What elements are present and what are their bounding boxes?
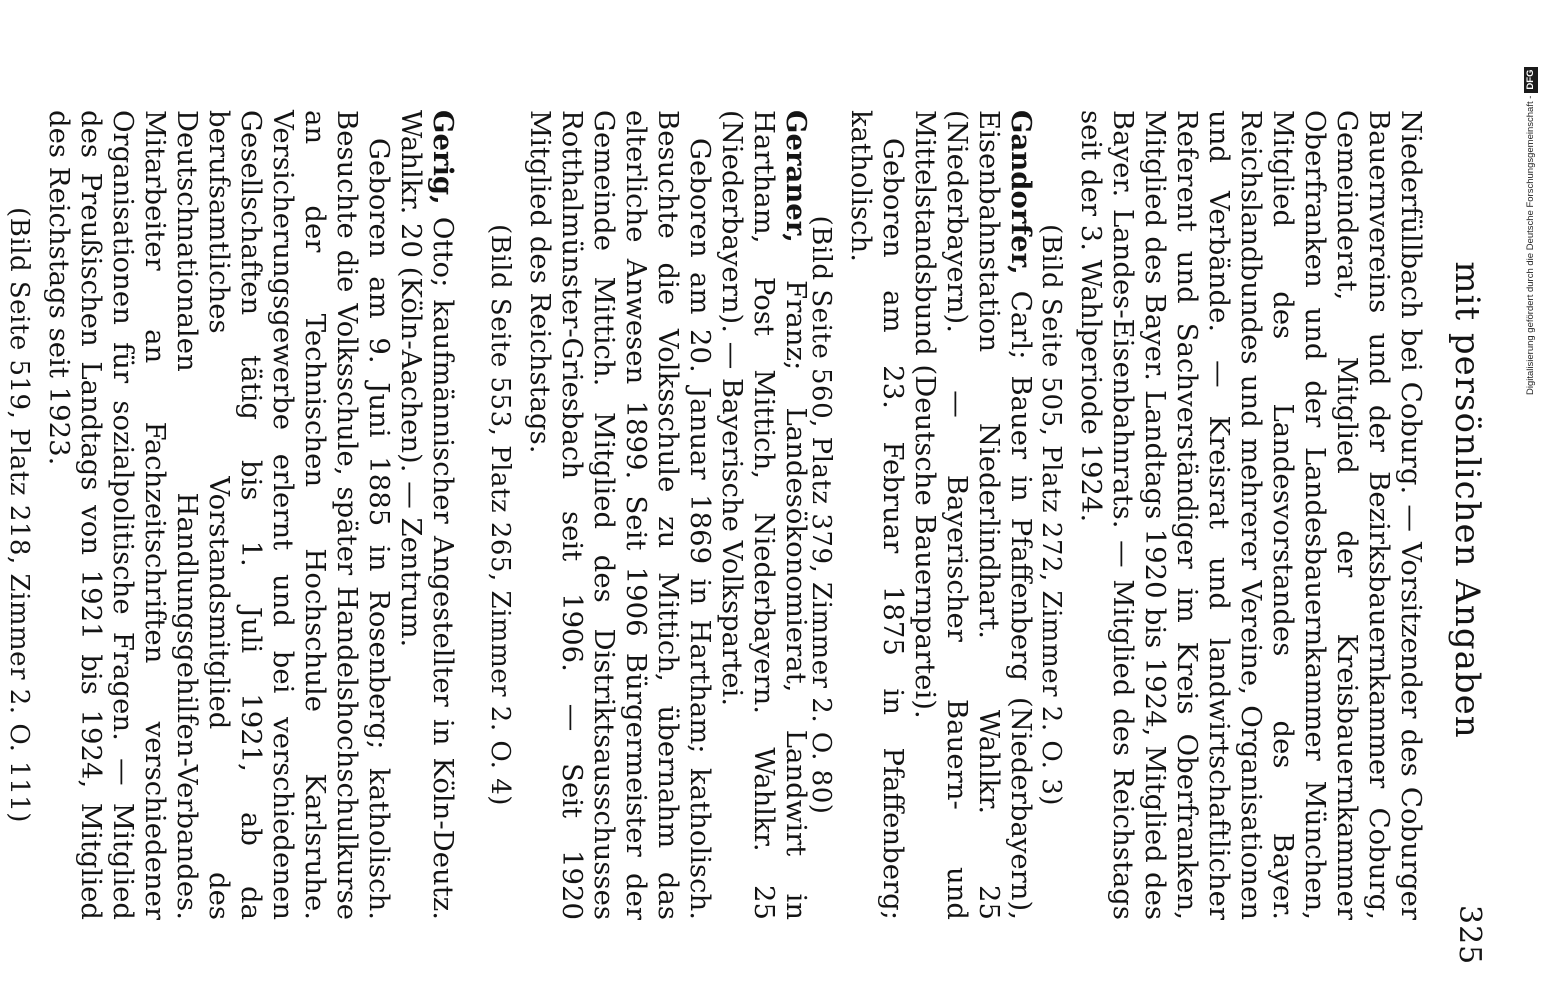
entry-geraner [484, 110, 812, 920]
entry-name: Gandorfer, [1005, 110, 1037, 275]
entry-body: Franz; Landesökonomierat, Landwirt in Hartham, Post Mittich, Niederbayern. Wahlkr. 25 (Niederbayern). — Bayerische Volkspartei. [716, 110, 812, 920]
entry-intro [716, 110, 812, 920]
dfg-logo: DFG [1524, 67, 1538, 93]
page-number: 325 [1452, 905, 1487, 966]
entry-continuation [1035, 110, 1427, 920]
entry-body: Carl; Bauer in Pfaffenberg (Niederbayern), Eisenbahnstation Niederlindhart. Wahlkr. 25 (Niederbayern). — Bayerischer Bauern- und Mittelstandsbund (Deutsche Bauernpartei). [909, 110, 1037, 920]
entry-reference: (Bild Seite 505, Platz 272, Zimmer 2. O. 3) [1036, 224, 1066, 806]
entry-body: Otto; kaufmännischer Angestellter in Köln-Deutz. Wahlkr. 20 (Köln-Aachen). — Zentrum. [395, 110, 459, 920]
entry-biography: Geboren am 9. Juni 1885 in Rosenberg; katholisch. Besuchte die Volksschule, später Handelshochschulkurse an der Technischen Hochschule Karlsruhe. Versicherungsgewerbe erlernt und bei verschiedenen Gesellschaften tätig bis 1. Juli 1921, ab da berufsamtliches Vorstandsmitglied des Deutschnationalen Handlungsgehilfen-Verbandes. Mitarbeiter an Fachzeitschriften verschiedener Organisationen für sozialpolitische Fragen. — Mitglied des Preußischen Landtags von 1921 bis 1924, Mitglied des Reichstags seit 1923. [43, 110, 395, 920]
entry-biography: Geboren am 20. Januar 1869 in Hartham; katholisch. Besuchte die Volksschule zu Mittich, übernahm das elterliche Anwesen 1899. Seit 1906 Bürgermeister der Gemeinde Mittich. Mitglied des Distriktsausschusses Rotthalmünster-Griesbach seit 1906. — Seit 1920 Mitglied des Reichstags. [524, 110, 716, 920]
entry-name: Geraner, [780, 110, 812, 243]
credit-text: Digitalisierung gefördert durch die Deutsche Forschungsgemeinschaft - [1525, 95, 1536, 395]
entry-name: Gerig, [427, 110, 459, 205]
entry-reference: (Bild Seite 519, Platz 218, Zimmer 2. O. 111) [4, 207, 34, 823]
entry-gerig [3, 110, 459, 920]
entry-intro [395, 110, 459, 920]
entry-reference: (Bild Seite 553, Platz 265, Zimmer 2. O. 4) [485, 224, 515, 806]
running-head: mit persönlichen Angaben [1447, 261, 1487, 739]
entry-reference: (Bild Seite 560, Platz 379, Zimmer 2. O. 80) [806, 215, 836, 815]
entry-gandorfer [805, 110, 1037, 920]
entry-intro [909, 110, 1037, 920]
entry-biography: Geboren am 23. Februar 1875 in Pfaffenberg; katholisch. [845, 110, 909, 920]
digitization-credit [1520, 0, 1542, 400]
entry-body: Niederfüllbach bei Coburg. — Vorsitzender des Coburger Bauernvereins und der Bezirksbauernkammer Coburg, Gemeinderat, Mitglied der Kreisbauernkammer Oberfranken und der Landesbauernkammer München, Mitglied des Landesvorstandes des Bayer. Reichslandbundes und mehrerer Vereine, Organisationen und Verbände. — Kreisrat und landwirtschaftlicher Referent und Sachverständiger im Kreis Oberfranken, Mitglied des Bayer. Landtags 1920 bis 1924, Mitglied des Bayer. Landes-Eisenbahnrats. — Mitglied des Reichstags seit der 3. Wahlperiode 1924. [1075, 110, 1427, 920]
